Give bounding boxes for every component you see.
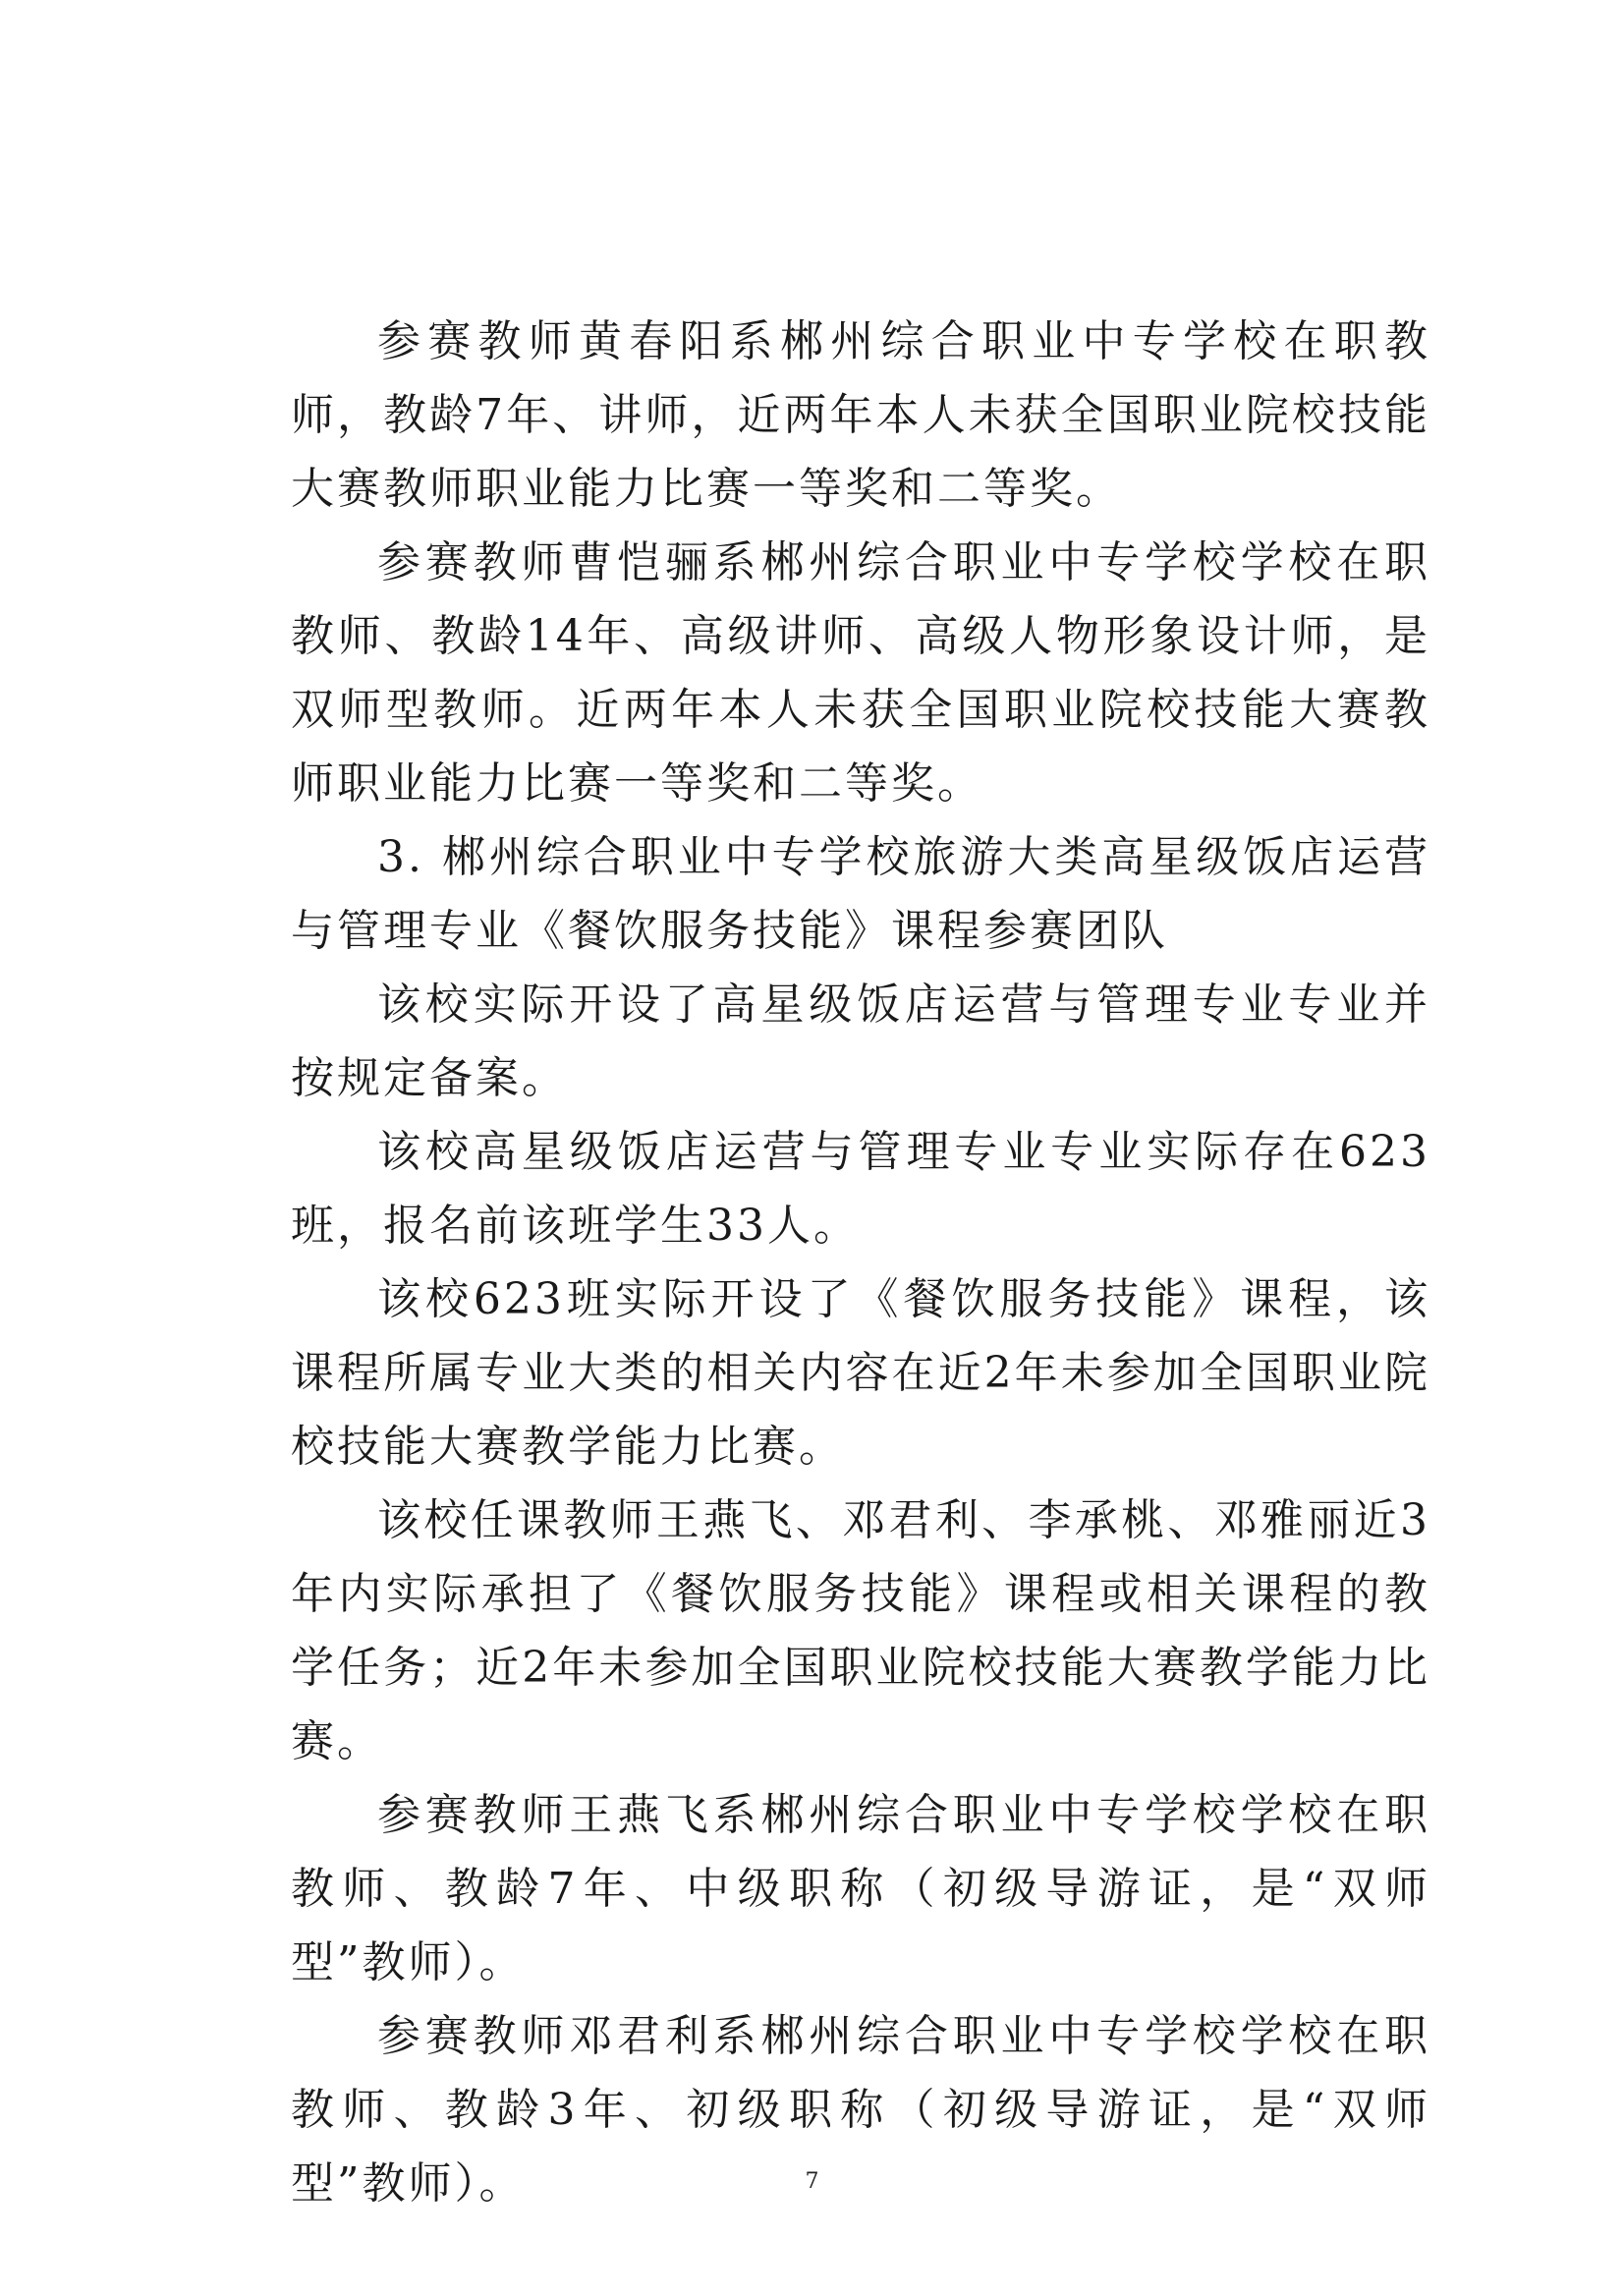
paragraph-class-623: 该校高星级饭店运营与管理专业专业实际存在623班，报名前该班学生33人。 [291,1127,1430,1251]
paragraph-course-setup: 该校623班实际开设了《餐饮服务技能》课程，该课程所属专业大类的相关内容在近2年未参加全国职业院校技能大赛教学能力比赛。 [291,1274,1430,1472]
paragraph-teacher-wang: 参赛教师王燕飞系郴州综合职业中专学校学校在职教师、教龄7年、中级职称（初级导游证，是“双师型”教师）。 [291,1790,1430,1987]
paragraph-teacher-cao: 参赛教师曹恺骊系郴州综合职业中专学校学校在职教师、教龄14年、高级讲师、高级人物形象设计师，是双师型教师。近两年本人未获全国职业院校技能大赛教师职业能力比赛一等奖和二等奖。 [291,537,1430,809]
document-body [291,305,1430,2220]
paragraph-major-setup: 该校实际开设了高星级饭店运营与管理专业专业并按规定备案。 [291,980,1430,1103]
page-number: 7 [805,2169,819,2194]
paragraph-section-3-heading: 3. 郴州综合职业中专学校旅游大类高星级饭店运营与管理专业《餐饮服务技能》课程参赛团队 [291,832,1430,956]
paragraph-teacher-huang: 参赛教师黄春阳系郴州综合职业中专学校在职教师，教龄7年、讲师，近两年本人未获全国职业院校技能大赛教师职业能力比赛一等奖和二等奖。 [291,316,1430,514]
paragraph-teacher-deng: 参赛教师邓君利系郴州综合职业中专学校学校在职教师、教龄3年、初级职称（初级导游证，是“双师型”教师）。 [291,2011,1430,2209]
paragraph-course-teachers: 该校任课教师王燕飞、邓君利、李承桃、邓雅丽近3年内实际承担了《餐饮服务技能》课程或相关课程的教学任务；近2年未参加全国职业院校技能大赛教学能力比赛。 [291,1495,1430,1766]
